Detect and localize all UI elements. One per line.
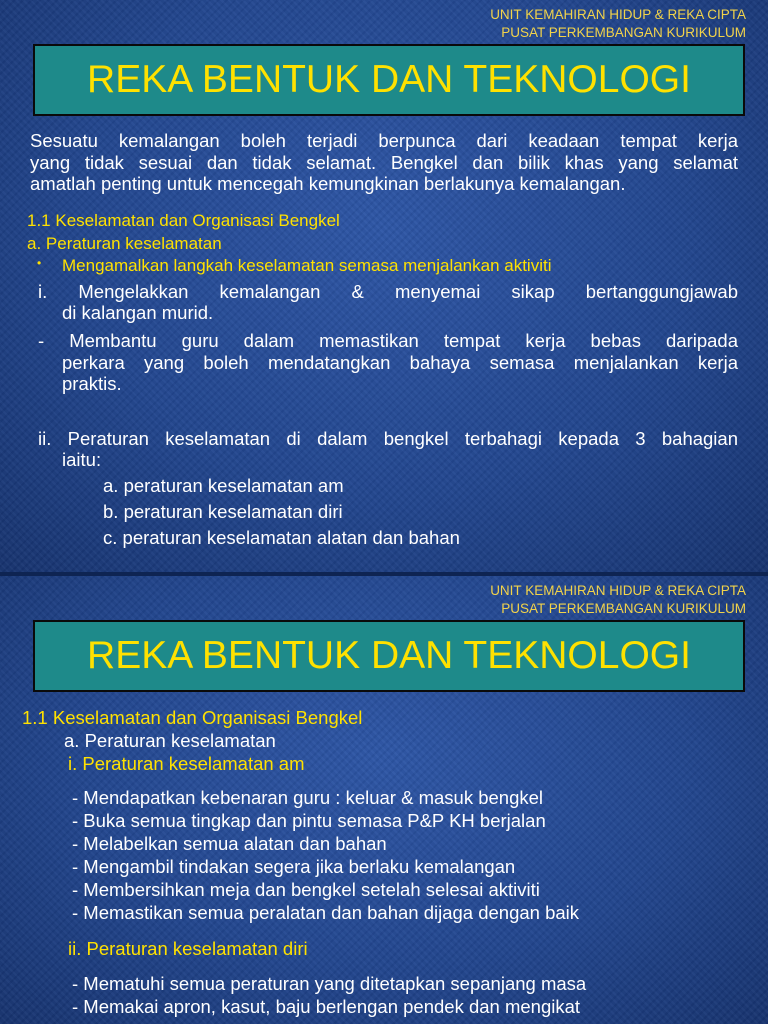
bullet-icon: • <box>37 256 42 270</box>
item-ii-line-1: ii. Peraturan keselamatan di dalam bengkel terbahagi kepada 3 bahagian <box>38 428 738 449</box>
slide-title-2: REKA BENTUK DAN TEKNOLOGI <box>33 620 745 692</box>
section-heading: 1.1 Keselamatan dan Organisasi Bengkel <box>27 211 340 230</box>
slide-title: REKA BENTUK DAN TEKNOLOGI <box>33 44 745 116</box>
header-centre: PUSAT PERKEMBANGAN KURIKULUM <box>501 601 746 616</box>
part-a: a. peraturan keselamatan am <box>103 475 344 496</box>
item-dash-line-2: perkara yang boleh mendatangkan bahaya semasa menjalankan kerja <box>62 352 738 373</box>
item-dash-line-3: praktis. <box>62 373 122 394</box>
rule-diri-2: - Memakai apron, kasut, baju berlengan pendek dan mengikat <box>72 996 581 1017</box>
sub-heading-a-2: a. Peraturan keselamatan <box>64 730 276 751</box>
rule-diri-1: - Mematuhi semua peraturan yang ditetapkan sepanjang masa <box>72 973 587 994</box>
bullet-text: Mengamalkan langkah keselamatan semasa menjalankan aktiviti <box>62 256 552 275</box>
header-centre: PUSAT PERKEMBANGAN KURIKULUM <box>501 25 746 40</box>
sub-heading-i: i. Peraturan keselamatan am <box>68 753 305 774</box>
section-heading-2: 1.1 Keselamatan dan Organisasi Bengkel <box>22 707 363 728</box>
header-block <box>490 6 746 42</box>
header-block-2 <box>490 582 746 618</box>
sub-heading-a: a. Peraturan keselamatan <box>27 234 222 253</box>
sub-heading-ii: ii. Peraturan keselamatan diri <box>68 938 308 959</box>
intro-line-3: amatlah penting untuk mencegah kemungkinan berlakunya kemalangan. <box>30 173 626 194</box>
item-dash-line-1: - Membantu guru dalam memastikan tempat kerja bebas daripada <box>38 330 738 351</box>
part-c: c. peraturan keselamatan alatan dan bahan <box>103 527 460 548</box>
rule-am-2: - Buka semua tingkap dan pintu semasa P&P KH berjalan <box>72 810 546 831</box>
rule-am-1: - Mendapatkan kebenaran guru : keluar & masuk bengkel <box>72 787 544 808</box>
header-unit: UNIT KEMAHIRAN HIDUP & REKA CIPTA <box>490 583 746 598</box>
rule-am-4: - Mengambil tindakan segera jika berlaku kemalangan <box>72 856 516 877</box>
part-b: b. peraturan keselamatan diri <box>103 501 343 522</box>
rule-am-6: - Memastikan semua peralatan dan bahan dijaga dengan baik <box>72 902 580 923</box>
rule-am-5: - Membersihkan meja dan bengkel setelah selesai aktiviti <box>72 879 540 900</box>
item-ii-line-2: iaitu: <box>62 449 102 470</box>
item-i-line-2: di kalangan murid. <box>62 302 214 323</box>
intro-line-1: Sesuatu kemalangan boleh terjadi berpunca dari keadaan tempat kerja <box>30 130 738 151</box>
header-unit: UNIT KEMAHIRAN HIDUP & REKA CIPTA <box>490 7 746 22</box>
rule-am-3: - Melabelkan semua alatan dan bahan <box>72 833 387 854</box>
slide-2 <box>0 576 768 1024</box>
intro-line-2: yang tidak sesuai dan tidak selamat. Bengkel dan bilik khas yang selamat <box>30 152 738 173</box>
item-i-line-1: i. Mengelakkan kemalangan & menyemai sikap bertanggungjawab <box>38 281 738 302</box>
